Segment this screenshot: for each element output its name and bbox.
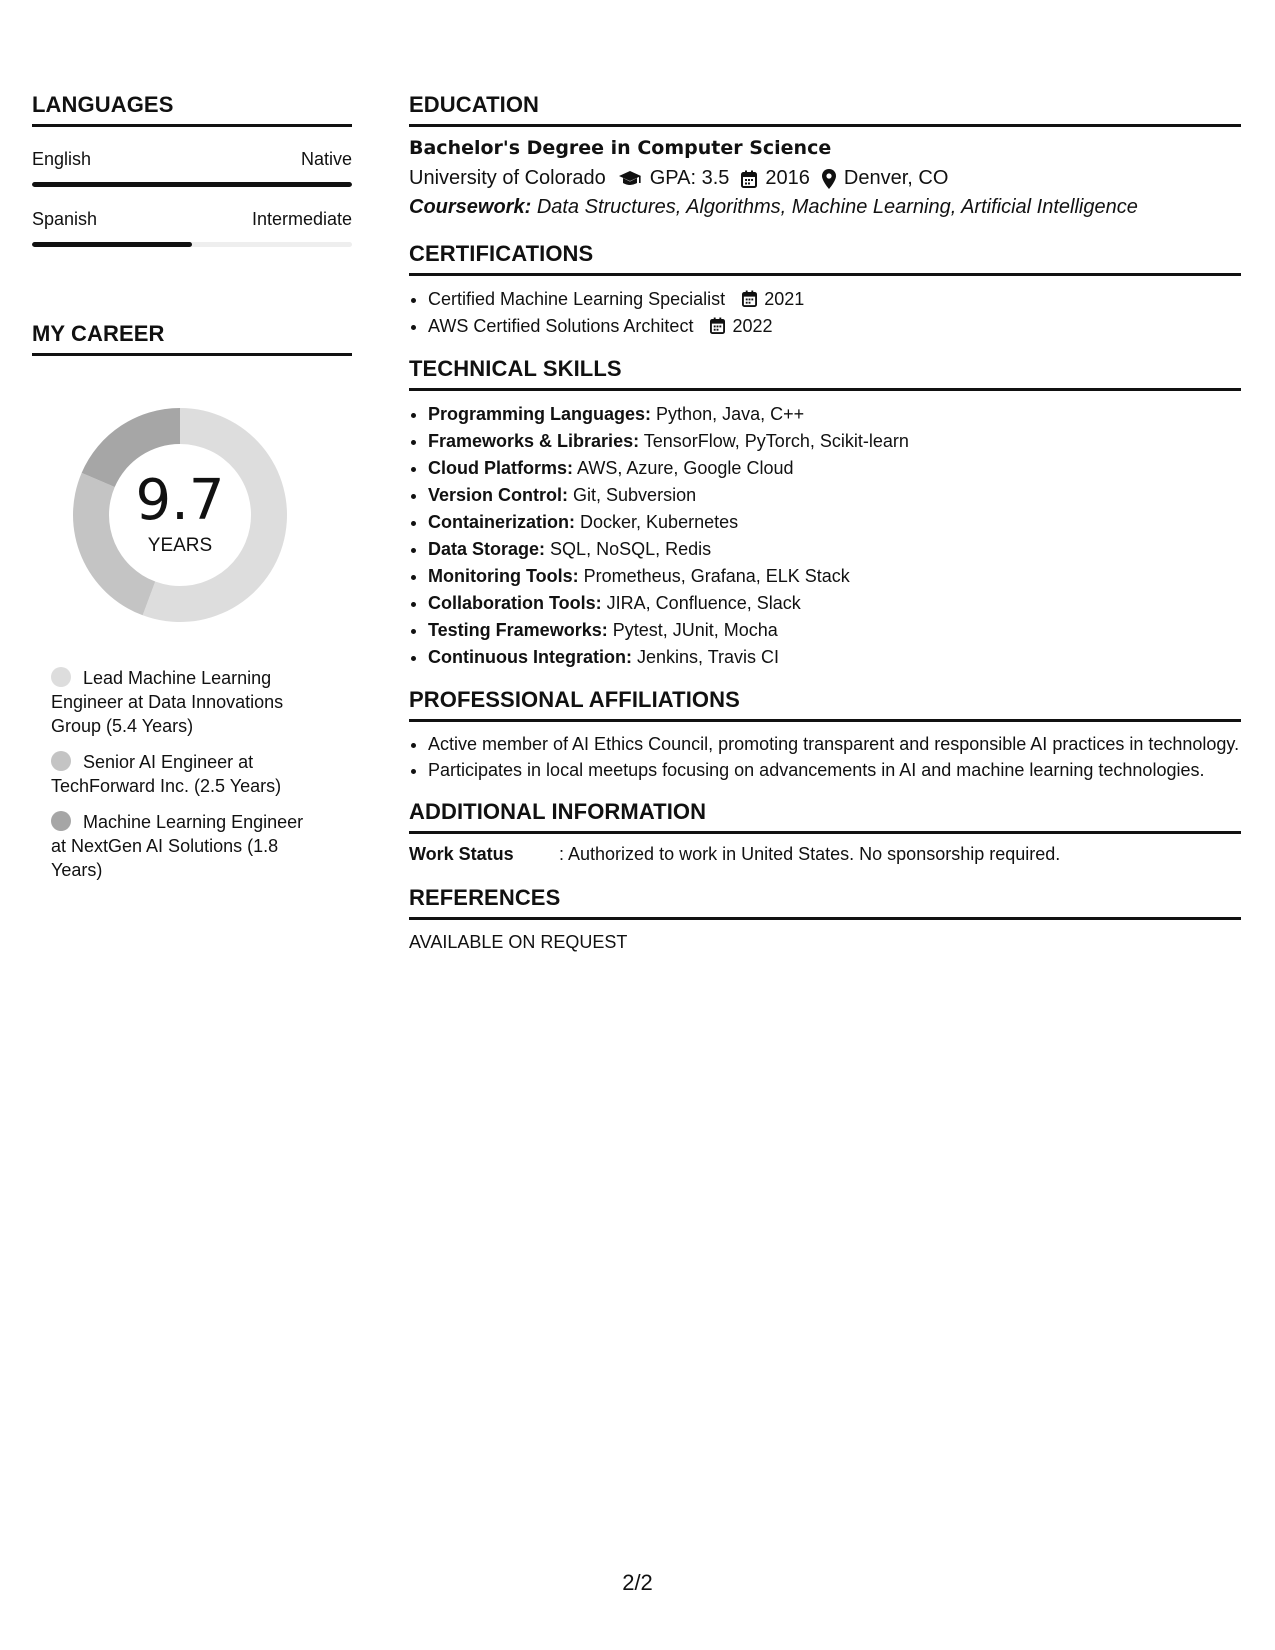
skill-label: Monitoring Tools: bbox=[428, 566, 579, 586]
language-proficiency-bar bbox=[32, 242, 352, 247]
language-item-spanish bbox=[32, 209, 352, 247]
affiliations-title: PROFESSIONAL AFFILIATIONS bbox=[409, 687, 1241, 722]
education-coursework bbox=[409, 196, 1241, 219]
list-item bbox=[428, 455, 1241, 482]
language-name: Spanish bbox=[32, 209, 98, 229]
certifications-list bbox=[409, 286, 1241, 340]
legend-dot bbox=[51, 667, 71, 687]
list-item bbox=[428, 482, 1241, 509]
skill-label: Collaboration Tools: bbox=[428, 593, 602, 613]
additional-info-title: ADDITIONAL INFORMATION bbox=[409, 799, 1241, 834]
career-section bbox=[32, 321, 352, 882]
coursework-text: Data Structures, Algorithms, Machine Learning, Artificial Intelligence bbox=[536, 196, 1138, 218]
donut-center bbox=[65, 400, 295, 630]
education-degree: Bachelor's Degree in Computer Science bbox=[409, 137, 832, 159]
career-title: MY CAREER bbox=[32, 321, 352, 356]
language-name: English bbox=[32, 149, 92, 169]
career-legend-item bbox=[51, 750, 321, 798]
work-status-row bbox=[409, 844, 1241, 865]
list-item bbox=[428, 509, 1241, 536]
skill-value: AWS, Azure, Google Cloud bbox=[577, 458, 794, 478]
language-proficiency-fill bbox=[32, 242, 192, 247]
calendar-icon bbox=[741, 170, 757, 188]
skill-label: Programming Languages: bbox=[428, 404, 652, 424]
language-level: Native bbox=[300, 149, 352, 169]
list-item bbox=[428, 313, 1241, 340]
skill-value: Jenkins, Travis CI bbox=[636, 647, 780, 667]
cert-name: Certified Machine Learning Specialist bbox=[428, 289, 726, 309]
legend-dot bbox=[51, 751, 71, 771]
page-number: 2/2 bbox=[622, 1570, 653, 1595]
list-item bbox=[428, 428, 1241, 455]
career-total-years: 9.7 bbox=[135, 468, 225, 533]
language-proficiency-fill bbox=[32, 182, 352, 187]
career-legend bbox=[32, 666, 321, 882]
cert-year: 2022 bbox=[732, 316, 773, 336]
career-years-unit: YEARS bbox=[147, 535, 213, 556]
skill-label: Frameworks & Libraries: bbox=[428, 431, 640, 451]
education-details bbox=[409, 167, 1241, 190]
list-item: • Participates in local meetups focusing on advancements in AI and machine learning technologies. bbox=[428, 758, 1241, 783]
technical-skills-title: TECHNICAL SKILLS bbox=[409, 356, 1241, 391]
certifications-title: CERTIFICATIONS bbox=[409, 241, 1241, 276]
legend-dot bbox=[51, 811, 71, 831]
education-school: University of Colorado bbox=[409, 167, 606, 189]
education-title: EDUCATION bbox=[409, 92, 1241, 127]
skill-label: Testing Frameworks: bbox=[428, 620, 608, 640]
skill-value: Python, Java, C++ bbox=[656, 404, 805, 424]
graduation-cap-icon bbox=[618, 170, 642, 188]
legend-label: Machine Learning Engineer at NextGen AI Solutions (1.8 Years) bbox=[51, 812, 304, 880]
skill-label: Version Control: bbox=[428, 485, 569, 505]
list-item bbox=[428, 590, 1241, 617]
skill-label: Data Storage: bbox=[428, 539, 546, 559]
skill-label: Continuous Integration: bbox=[428, 647, 632, 667]
calendar-icon bbox=[710, 317, 725, 334]
references-title: REFERENCES bbox=[409, 885, 1241, 920]
additional-info-section bbox=[409, 799, 1241, 865]
education-section bbox=[409, 92, 1241, 219]
language-level: Intermediate bbox=[251, 209, 352, 229]
skill-value: Pytest, JUnit, Mocha bbox=[612, 620, 778, 640]
list-item bbox=[428, 536, 1241, 563]
skill-value: TensorFlow, PyTorch, Scikit-learn bbox=[643, 431, 909, 451]
left-column bbox=[32, 92, 352, 894]
legend-label: Senior AI Engineer at TechForward Inc. (2.5 Years) bbox=[51, 752, 282, 796]
work-status-value: : Authorized to work in United States. No sponsorship required. bbox=[559, 844, 1061, 864]
skill-label: Containerization: bbox=[428, 512, 575, 532]
skill-value: Prometheus, Grafana, ELK Stack bbox=[583, 566, 850, 586]
affiliations-section bbox=[409, 687, 1241, 783]
career-legend-item bbox=[51, 666, 321, 738]
skill-value: SQL, NoSQL, Redis bbox=[550, 539, 712, 559]
technical-skills-section bbox=[409, 356, 1241, 671]
career-donut-chart bbox=[65, 400, 295, 630]
list-item bbox=[428, 644, 1241, 671]
map-pin-icon bbox=[822, 169, 836, 189]
cert-name: AWS Certified Solutions Architect bbox=[428, 316, 694, 336]
legend-label: Lead Machine Learning Engineer at Data Innovations Group (5.4 Years) bbox=[51, 668, 284, 736]
references-section bbox=[409, 885, 1241, 953]
coursework-label: Coursework: bbox=[409, 196, 532, 218]
languages-section bbox=[32, 92, 352, 247]
list-item bbox=[428, 617, 1241, 644]
references-text: AVAILABLE ON REQUEST bbox=[409, 932, 628, 952]
right-column bbox=[409, 92, 1241, 967]
language-proficiency-bar bbox=[32, 182, 352, 187]
list-item bbox=[428, 563, 1241, 590]
languages-title: LANGUAGES bbox=[32, 92, 352, 127]
education-gpa: GPA: 3.5 bbox=[649, 167, 730, 189]
skill-label: Cloud Platforms: bbox=[428, 458, 574, 478]
career-legend-item bbox=[51, 810, 321, 882]
cert-year: 2021 bbox=[764, 289, 805, 309]
language-item-english bbox=[32, 149, 352, 187]
work-status-label: Work Status bbox=[409, 844, 514, 864]
list-item bbox=[428, 401, 1241, 428]
skills-list bbox=[409, 401, 1241, 671]
skill-value: Docker, Kubernetes bbox=[580, 512, 739, 532]
certifications-section bbox=[409, 241, 1241, 340]
affiliations-list bbox=[409, 732, 1241, 783]
calendar-icon bbox=[742, 290, 757, 307]
education-year: 2016 bbox=[765, 167, 810, 189]
skill-value: JIRA, Confluence, Slack bbox=[606, 593, 801, 613]
education-location: Denver, CO bbox=[843, 167, 949, 189]
skill-value: Git, Subversion bbox=[573, 485, 697, 505]
list-item: • Active member of AI Ethics Council, promoting transparent and responsible AI practices in technology. bbox=[428, 732, 1241, 757]
list-item bbox=[428, 286, 1241, 313]
